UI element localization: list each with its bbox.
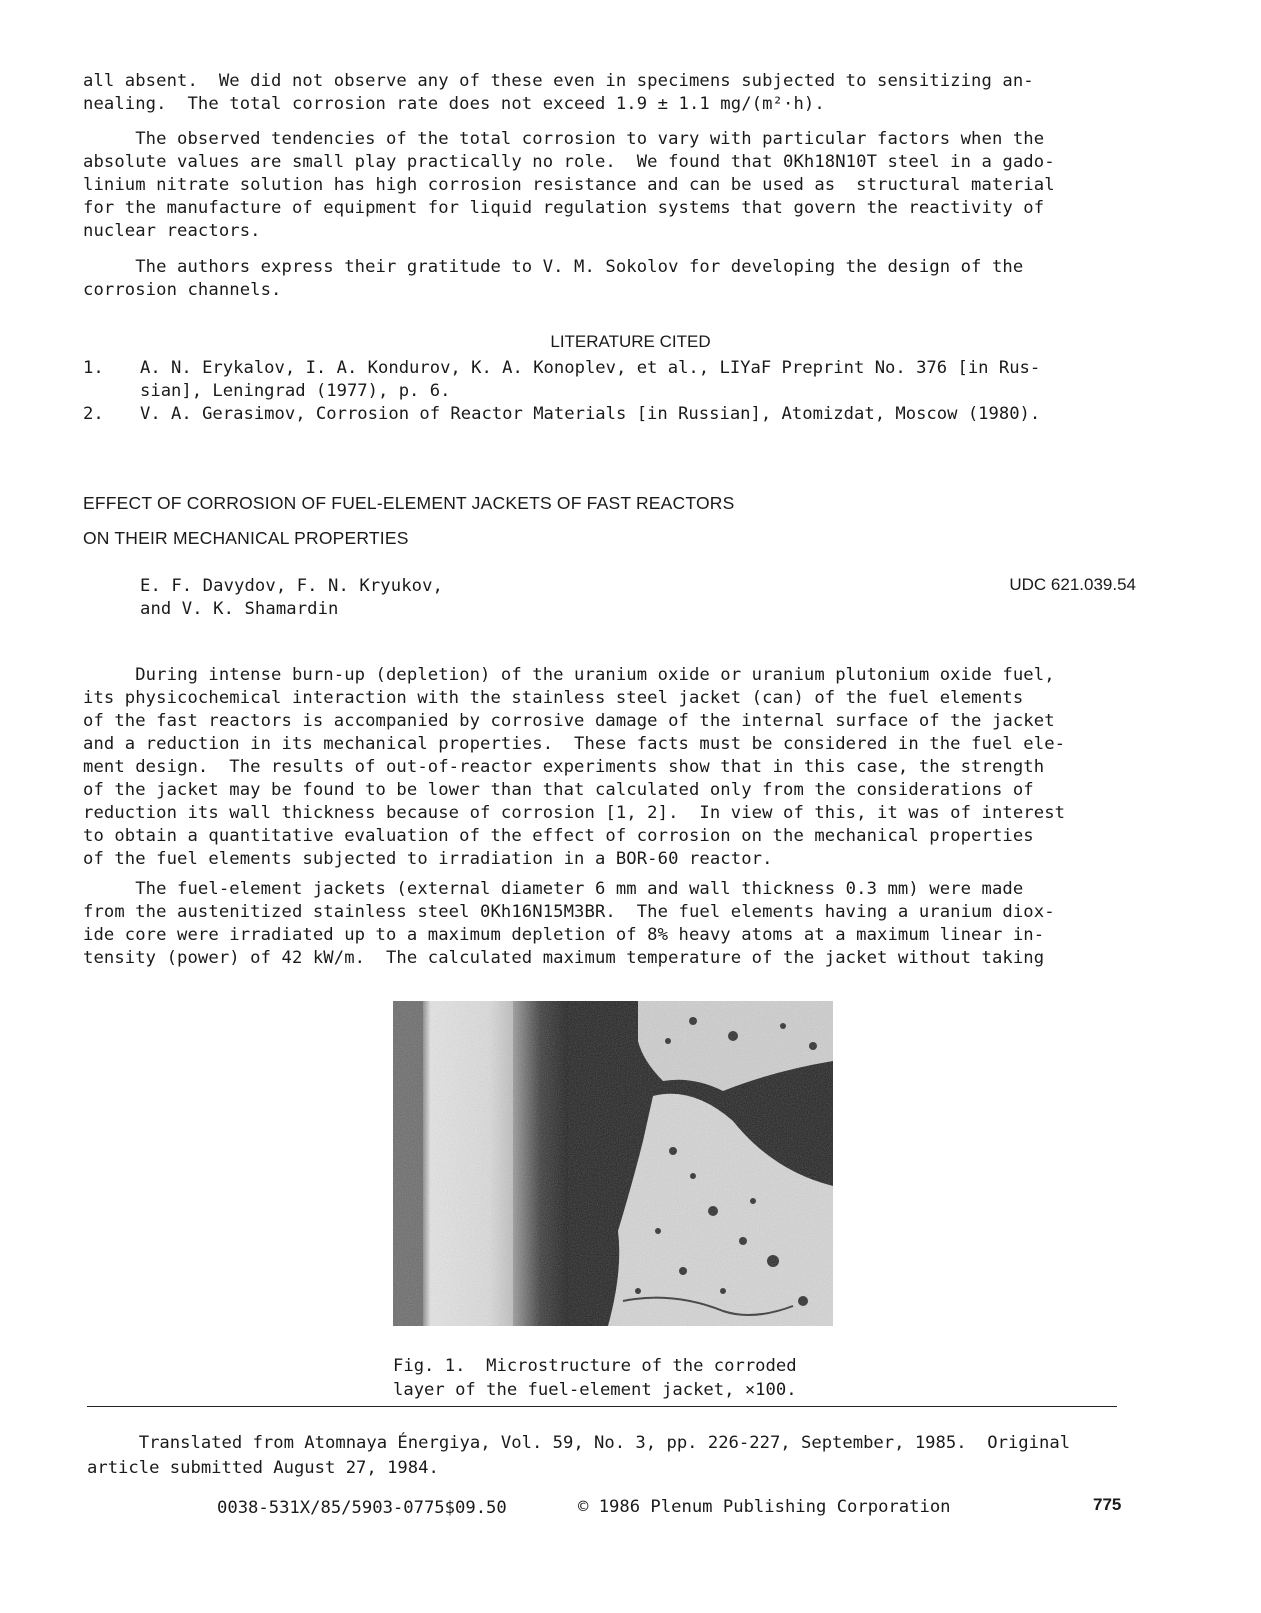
reference-text: V. A. Gerasimov, Corrosion of Reactor Materials [in Russian], Atomizdat, Moscow (1980).: [140, 404, 1041, 424]
intro-paragraph-2: The observed tendencies of the total corrosion to vary with particular factors when the absolute values are small play practically no role. We found that 0Kh18N10T steel in a gado- linium nitrate solution has high corrosion resistance and can be used as structural material for the manufacture of equipment for liquid regulation systems that govern the reactivity of nuclear reactors.: [83, 129, 1055, 241]
page-number: 775: [1093, 1495, 1122, 1514]
article-title-line-1: EFFECT OF CORROSION OF FUEL-ELEMENT JACKETS OF FAST REACTORS: [83, 493, 735, 513]
article-paragraph-1: During intense burn-up (depletion) of the uranium oxide or uranium plutonium oxide fuel, its physicochemical interaction with the stainless steel jacket (can) of the fuel elements of the fast reactors is accompanied by corrosive damage of the internal surface of the jacket and a reduction in its mechanical properties. These facts must be considered in the fuel ele- ment design. The results of out-of-reactor experiments show that in this case, the strength of the jacket may be found to be lower than that calculated only from the considerations of reduction its wall thickness because of corrosion [1, 2]. In view of this, it was of interest to obtain a quantitative evaluation of the effect of corrosion on the mechanical properties of the fuel elements subjected to irradiation in a BOR-60 reactor.: [83, 665, 1066, 869]
reference-number: 1.: [83, 358, 104, 378]
udc-code: UDC 621.039.54: [1009, 575, 1136, 594]
acknowledgment-paragraph: The authors express their gratitude to V. M. Sokolov for developing the design of the corrosion channels.: [83, 257, 1024, 300]
article-paragraph-2: The fuel-element jackets (external diameter 6 mm and wall thickness 0.3 mm) were made from the austenitized stainless steel 0Kh16N15M3BR. The fuel elements having a uranium diox- ide core were irradiated up to a maximum depletion of 8% heavy atoms at a maximum linear in- tensity (power) of 42 kW/m. The calculated maximum temperature of the jacket without taking: [83, 879, 1055, 968]
literature-heading: LITERATURE CITED: [550, 332, 711, 351]
article-authors: E. F. Davydov, F. N. Kryukov, and V. K. Shamardin: [140, 576, 443, 619]
reference-text: A. N. Erykalov, I. A. Kondurov, K. A. Konoplev, et al., LIYaF Preprint No. 376 [in Rus- sian], Leningrad (1977), p. 6.: [140, 358, 1041, 401]
microstructure-photo: [393, 1001, 833, 1326]
copyright-notice: © 1986 Plenum Publishing Corporation: [578, 1497, 951, 1517]
intro-paragraph-1: all absent. We did not observe any of these even in specimens subjected to sensitizing an- nealing. The total corrosion rate does not exceed 1.9 ± 1.1 mg/(m²·h).: [83, 71, 1034, 114]
translation-footnote: Translated from Atomnaya Énergiya, Vol. 59, No. 3, pp. 226-227, September, 1985. Original article submitted August 27, 1984.: [87, 1433, 1071, 1479]
article-title-line-2: ON THEIR MECHANICAL PROPERTIES: [83, 528, 409, 548]
footnote-divider: [87, 1406, 1117, 1407]
publication-code: 0038-531X/85/5903-0775$09.50: [217, 1498, 507, 1518]
figure-caption: Fig. 1. Microstructure of the corroded layer of the fuel-element jacket, ×100.: [393, 1356, 797, 1401]
reference-number: 2.: [83, 404, 104, 424]
